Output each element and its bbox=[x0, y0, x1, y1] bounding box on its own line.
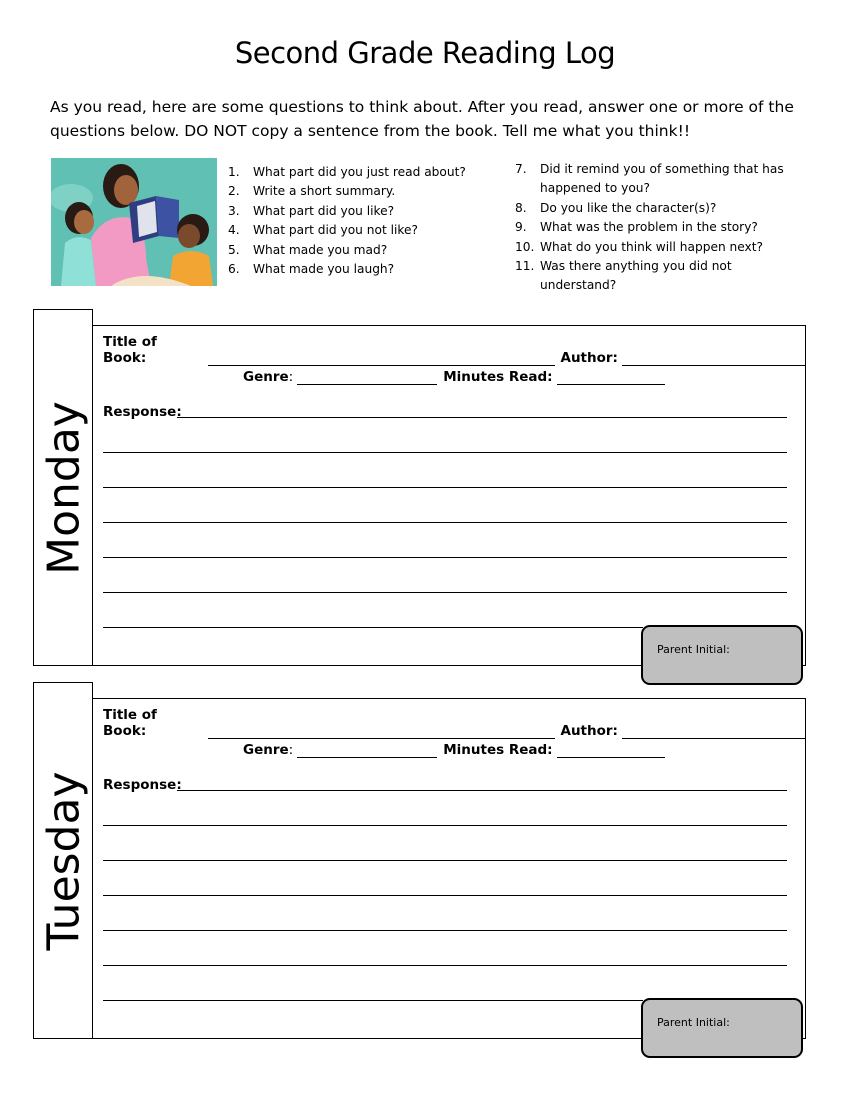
response-line[interactable] bbox=[103, 895, 787, 896]
genre-input-line[interactable] bbox=[297, 370, 437, 385]
author-input-line[interactable] bbox=[622, 351, 805, 366]
minutes-label: Minutes Read: bbox=[443, 742, 553, 758]
author-label: Author: bbox=[560, 350, 618, 366]
author-label: Author: bbox=[560, 723, 618, 739]
response-line[interactable] bbox=[103, 965, 787, 966]
genre-label: Genre: bbox=[243, 369, 294, 385]
instructions-text: As you read, here are some questions to think about. After you read, answer one or more of the questions below. DO NOT copy a sentence from the book. Tell me what you think!! bbox=[50, 98, 794, 140]
response-line[interactable] bbox=[103, 1000, 643, 1001]
list-item: 9. What was the problem in the story? bbox=[515, 220, 758, 235]
log-entry-box bbox=[93, 698, 806, 1039]
day-tab bbox=[33, 309, 93, 666]
list-item: 1. What part did you just read about? bbox=[228, 165, 466, 179]
response-line[interactable] bbox=[103, 522, 787, 523]
list-item: 5. What made you mad? bbox=[228, 242, 388, 257]
response-line[interactable] bbox=[103, 592, 787, 593]
response-label: Response: bbox=[103, 777, 182, 793]
response-line[interactable] bbox=[103, 487, 787, 488]
parent-initial-box[interactable] bbox=[641, 625, 803, 685]
minutes-label: Minutes Read: bbox=[443, 369, 553, 385]
list-item: 10. What do you think will happen next? bbox=[515, 239, 764, 254]
response-line[interactable] bbox=[103, 557, 787, 558]
reading-illustration bbox=[51, 158, 217, 286]
parent-initial-label: Parent Initial: bbox=[657, 1016, 730, 1029]
list-item: 2. Write a short summary. bbox=[228, 184, 396, 199]
list-item: 4. What part did you not like? bbox=[228, 223, 418, 238]
response-line[interactable] bbox=[103, 860, 787, 861]
parent-initial-box[interactable] bbox=[641, 998, 803, 1058]
response-line[interactable] bbox=[103, 627, 643, 628]
day-label: Monday bbox=[38, 401, 90, 575]
page-title: Second Grade Reading Log bbox=[234, 36, 616, 70]
question-list-left bbox=[228, 163, 498, 279]
response-line[interactable] bbox=[177, 790, 787, 791]
minutes-input-line[interactable] bbox=[557, 743, 665, 758]
parent-initial-label: Parent Initial: bbox=[657, 643, 730, 656]
response-line[interactable] bbox=[177, 417, 787, 418]
list-item: 7. Did it remind you of something that has happened to you? bbox=[515, 162, 784, 196]
title-label: Title of Book: bbox=[103, 707, 157, 739]
title-input-line[interactable] bbox=[208, 724, 554, 739]
response-line[interactable] bbox=[103, 452, 787, 453]
title-input-line[interactable] bbox=[208, 351, 554, 366]
genre-input-line[interactable] bbox=[297, 743, 437, 758]
genre-label: Genre: bbox=[243, 742, 294, 758]
day-tab bbox=[33, 682, 93, 1039]
log-entry-box bbox=[93, 325, 806, 666]
list-item: 8. Do you like the character(s)? bbox=[515, 200, 717, 215]
list-item: 11. Was there anything you did not understand? bbox=[515, 259, 732, 293]
response-line[interactable] bbox=[103, 825, 787, 826]
list-item: 6. What made you laugh? bbox=[228, 262, 395, 277]
list-item: 3. What part did you like? bbox=[228, 203, 395, 218]
response-label: Response: bbox=[103, 404, 182, 420]
author-input-line[interactable] bbox=[622, 724, 805, 739]
title-label: Title of Book: bbox=[103, 334, 157, 366]
day-label: Tuesday bbox=[38, 771, 90, 951]
response-line[interactable] bbox=[103, 930, 787, 931]
question-list-right bbox=[515, 160, 795, 296]
minutes-input-line[interactable] bbox=[557, 370, 665, 385]
